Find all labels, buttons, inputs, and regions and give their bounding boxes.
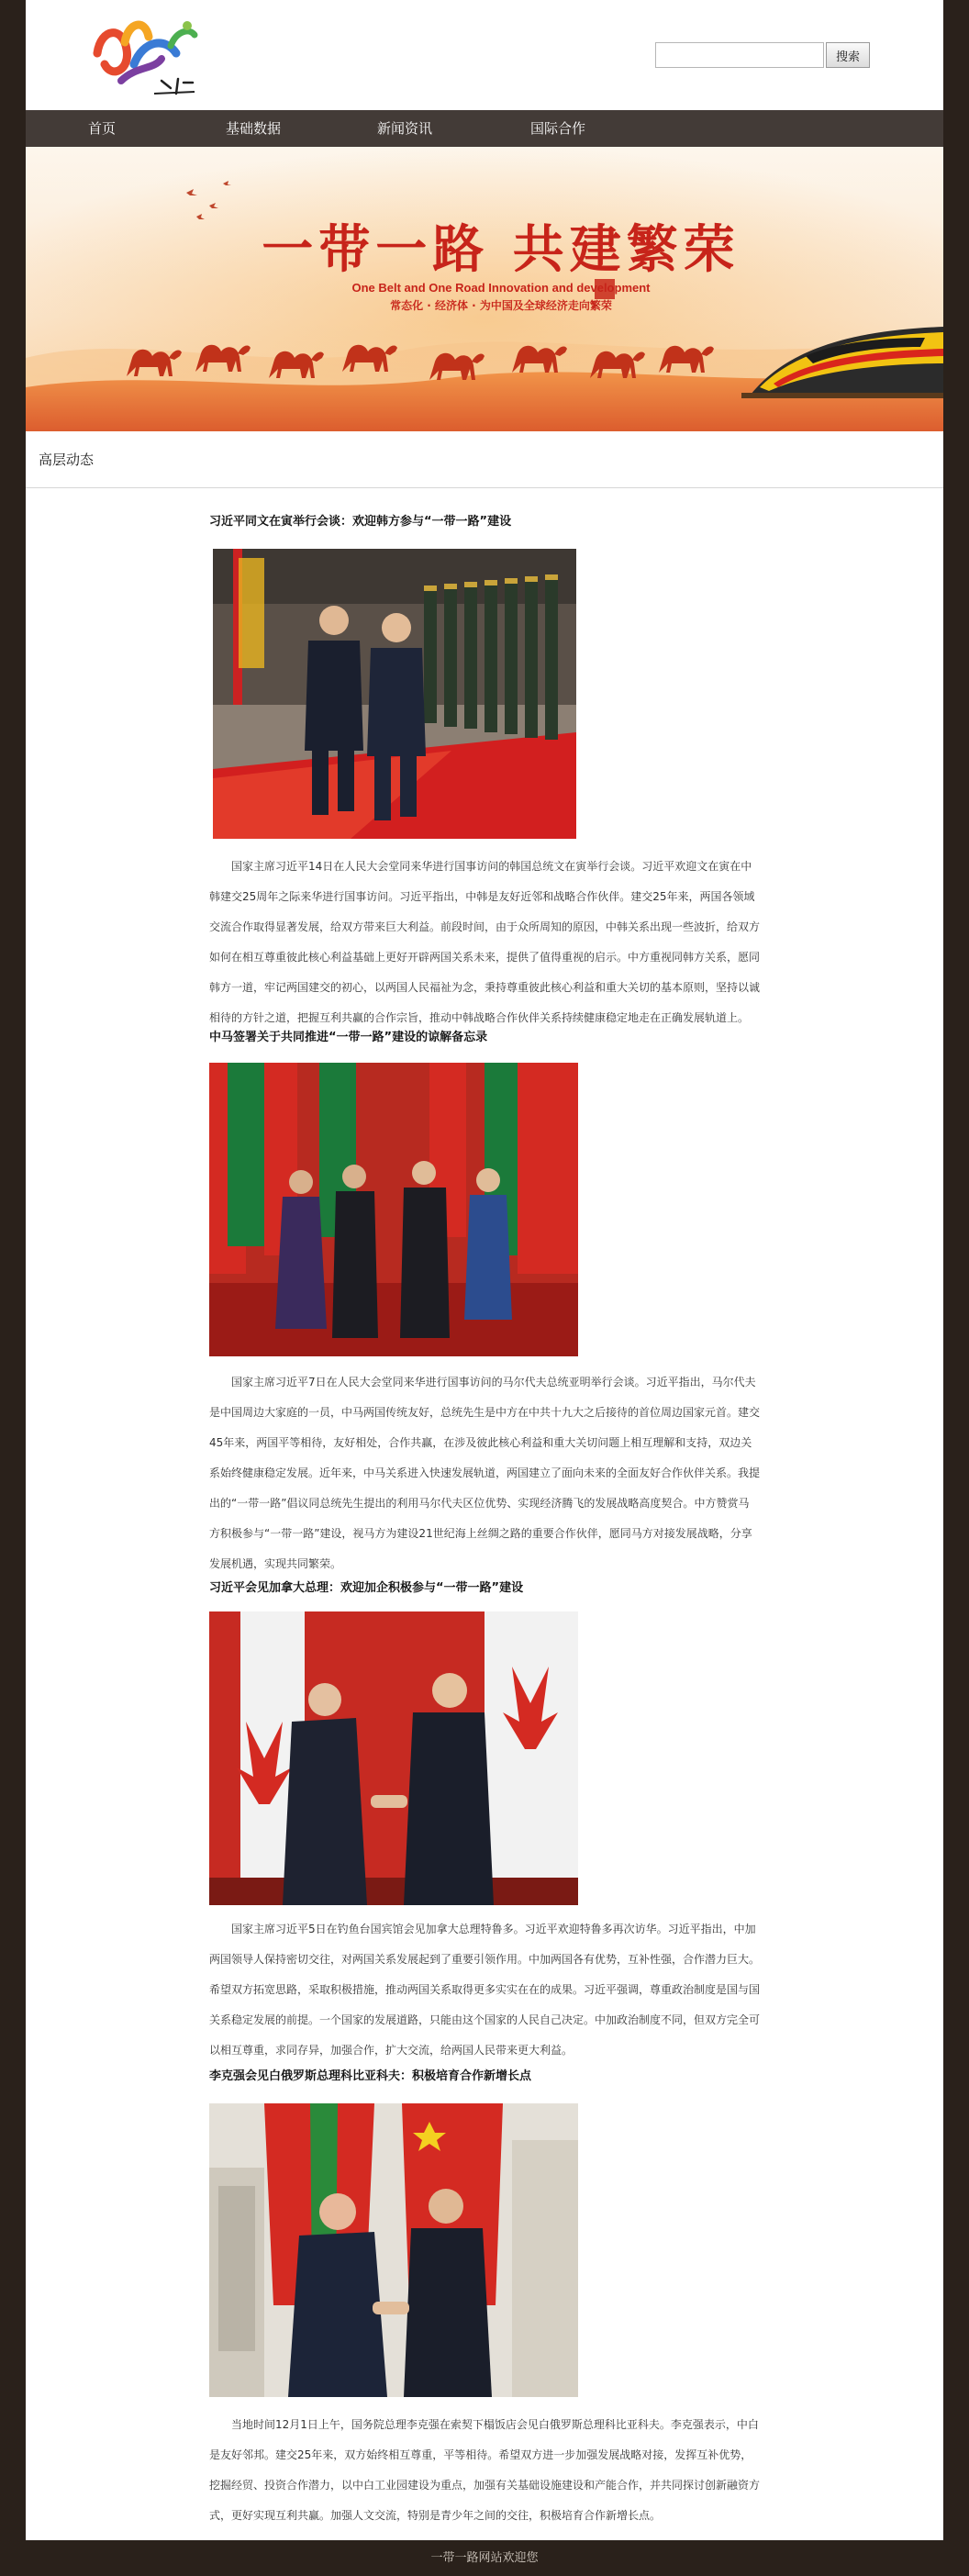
main-nav xyxy=(26,110,943,147)
page xyxy=(26,0,943,2540)
nav-item-news[interactable]: 新闻资讯 xyxy=(377,120,433,137)
banner-subtitle-en: One Belt and One Road Innovation and development xyxy=(351,281,651,295)
nav-item-home[interactable]: 首页 xyxy=(88,120,117,137)
section-title: 高层动态 xyxy=(39,452,95,468)
banner-slogan: 常态化 · 经济体 · 为中国及全球经济走向繁荣 xyxy=(390,299,612,312)
article-title[interactable]: 习近平同文在寅举行会谈：欢迎韩方参与“一带一路”建设 xyxy=(209,515,512,529)
search-button[interactable]: 搜索 xyxy=(826,42,870,68)
nav-item-basic-data[interactable]: 基础数据 xyxy=(226,120,282,137)
article-photo xyxy=(213,549,576,839)
section-header xyxy=(26,431,943,488)
news-article xyxy=(209,1028,760,1578)
article-body: 国家主席习近平14日在人民大会堂同来华进行国事访问的韩国总统文在寅举行会谈。习近平欢迎文在寅在中韩建交25周年之际来华进行国事访问。习近平指出，中韩是友好近邻和战略合作伙伴。建交25年来，两国各领域交流合作取得显著发展，给双方带来巨大利益。前段时间，由于众所周知的原因，中韩关系出现一些波折，给双方如何在相互尊重彼此核心利益基础上更好开辟两国关系未来，提供了值得重视的启示。中方重视同韩方关系，愿同韩方一道，牢记两国建交的初心，以两国人民福祉为念，秉持尊重彼此核心利益和重大关切的基本原则，坚持以诚相待的方针之道，把握互利共赢的合作宗旨，推动中韩战略合作伙伴关系持续健康稳定地走在正确发展轨道上。 xyxy=(209,860,761,1024)
news-article xyxy=(209,2067,760,2526)
article-body: 国家主席习近平7日在人民大会堂同来华进行国事访问的马尔代夫总统亚明举行会谈。习近平指出，马尔代夫是中国周边大家庭的一员，中马两国传统友好，总统先生是中方在中共十九大之后接待的首位周边国家元首。建交45年来，两国平等相待，友好相处，合作共赢，在涉及彼此核心利益和重大关切问题上相互理解和支持，双边关系始终健康稳定发展。近年来，中马关系进入快速发展轨道，两国建立了面向未来的全面友好合作伙伴关系。我提出的“一带一路”倡议同总统先生提出的利用马尔代夫区位优势、实现经济腾飞的发展战略高度契合。中方赞赏马方积极参与“一带一路”建设，视马方为建设21世纪海上丝绸之路的重要合作伙伴，愿同马方对接发展战略，分享发展机遇，实现共同繁荣。 xyxy=(209,1376,761,1570)
hero-banner xyxy=(26,147,943,431)
article-photo xyxy=(209,2103,578,2397)
article-photo xyxy=(209,1611,578,1905)
banner-headline: 一带一路 共建繁荣 xyxy=(262,219,741,280)
article-body: 当地时间12月1日上午，国务院总理李克强在索契下榻饭店会见白俄罗斯总理科比亚科夫。李克强表示，中白是友好邻邦。建交25年来，双方始终相互尊重，平等相待。希望双方进一步加强发展战略对接，发挥互补优势，挖掘经贸、投资合作潜力，以中白工业园建设为重点，加强有关基础设施建设和产能合作，并共同探讨创新融资方式，更好实现互利共赢。加强人文交流，特别是青少年之间的交往，积极培育合作新增长点。 xyxy=(209,2418,761,2522)
article-title[interactable]: 李克强会见白俄罗斯总理科比亚科夫：积极培育合作新增长点 xyxy=(209,2069,532,2083)
site-logo[interactable] xyxy=(88,9,207,101)
news-article xyxy=(209,512,761,1024)
article-photo xyxy=(209,1063,578,1356)
footer-text: 一带一路网站欢迎您 xyxy=(430,2551,539,2565)
search-input[interactable] xyxy=(655,42,824,68)
header xyxy=(26,0,943,110)
article-body: 国家主席习近平5日在钓鱼台国宾馆会见加拿大总理特鲁多。习近平欢迎特鲁多再次访华。习近平指出，中加两国领导人保持密切交往，对两国关系发展起到了重要引领作用。中加两国各有优势，互补性强，合作潜力巨大。希望双方拓宽思路，采取积极措施，推动两国关系取得更多实实在在的成果。习近平强调，尊重政治制度是国与国关系稳定发展的前提。一个国家的发展道路，只能由这个国家的人民自己决定。中加政治制度不同，但双方完全可以相互尊重，求同存异，加强合作，扩大交流，给两国人民带来更大利益。 xyxy=(209,1923,761,2057)
article-title[interactable]: 习近平会见加拿大总理：欢迎加企积极参与“一带一路”建设 xyxy=(209,1581,524,1595)
article-title[interactable]: 中马签署关于共同推进“一带一路”建设的谅解备忘录 xyxy=(209,1031,488,1044)
nav-item-international-cooperation[interactable]: 国际合作 xyxy=(530,120,586,137)
news-article xyxy=(209,1578,760,2056)
